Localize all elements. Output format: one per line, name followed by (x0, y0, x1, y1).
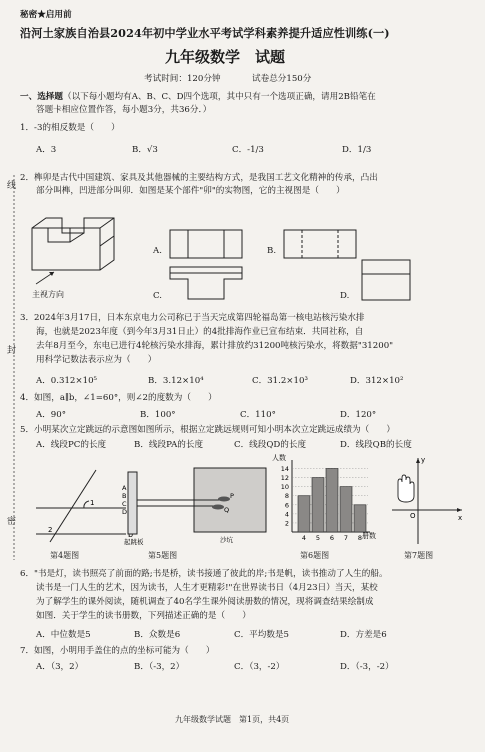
q6-option-b: B．众数是6 (134, 630, 181, 640)
fig6-caption: 第6题图 (300, 551, 330, 560)
view-direction-label: 主视方向 (32, 290, 64, 299)
fig6-ytick-label: 6 (284, 501, 289, 510)
q7-option-b: B．（-3，2） (134, 662, 185, 672)
fig6-bar (326, 469, 338, 532)
fig6-xtick-label: 7 (343, 534, 349, 542)
fig7-coordinate-hand (386, 452, 466, 550)
fig4-label-2: 2 (48, 526, 53, 534)
q3-option-d: D．312×10² (350, 376, 404, 386)
q7-option-a: A．（3，2） (36, 662, 84, 672)
section-1-note (20, 91, 376, 103)
q3-option-c: C．31.2×10³ (252, 376, 308, 386)
q2-option-c: C. (153, 291, 163, 301)
section-1-instruction-2: 答题卡相应位置作答，每小题3分，共36分．） (36, 105, 212, 115)
exam-time: 考试时间：120分钟 (144, 74, 221, 84)
fig5-label-p: P (230, 492, 234, 500)
binding-char-2: 封 (7, 346, 17, 356)
q1-option-b: B．√3 (132, 145, 158, 155)
binding-line (0, 0, 26, 748)
q4-option-b: B．100° (140, 410, 176, 420)
fig6-xtick-label: 8 (357, 534, 363, 542)
q2-option-a: A. (153, 246, 162, 256)
q5-option-b: B．线段PA的长度 (134, 440, 204, 450)
fig6-bar (298, 496, 310, 532)
q6-line-4: 如图．关于学生的读书册数，下列描述正确的是（ ） (36, 611, 251, 621)
fig6-ytick-label: 10 (280, 483, 289, 492)
fig6-ytick-label: 14 (280, 465, 289, 474)
q2-view-c (168, 265, 244, 303)
fig5-board-label: 起跳板 (124, 538, 144, 546)
q6-option-c: C．平均数是5 (234, 630, 290, 640)
q3-option-b: B．3.12×10⁴ (148, 376, 204, 386)
binding-char-1: 线 (7, 181, 17, 191)
q3-line-1: 3．2024年3月17日，日本东京电力公司称已于当天完成第四轮福岛第一核电站核污染水排 (20, 313, 365, 323)
q1-option-c: C．-1/3 (232, 145, 264, 155)
fig6-xtick-label: 4 (301, 534, 307, 542)
fig6-bar-chart (270, 452, 384, 550)
fig5-label-c: C (122, 500, 127, 508)
q5-stem: 5．小明某次立定跳远的示意图如图所示，根据立定跳远规则可知小明本次立定跳远成绩为（ ） (20, 425, 396, 435)
fig6-bar (312, 478, 324, 532)
q4-option-d: D．120° (340, 410, 377, 420)
fig5-label-b: B (122, 492, 127, 500)
fig7-label-x: x (458, 514, 463, 522)
q7-option-d: D．（-3，-2） (340, 662, 394, 672)
secret-label: 秘密★启用前 (20, 10, 72, 20)
mortise-3d-figure (24, 198, 136, 296)
fig7-label-o: O (410, 512, 416, 520)
fig5-caption: 第5题图 (148, 551, 178, 560)
q2-option-d: D. (340, 291, 350, 301)
fig6-xtick-label: 6 (329, 534, 335, 542)
fig6-ytick-label: 8 (284, 492, 289, 501)
q2-line-1: 2．榫卯是古代中国建筑、家具及其他器械的主要结构方式，是我国工艺文化精神的传承，凸出 (20, 173, 378, 183)
q3-line-3: 去年8月至今，东电已进行4轮核污染水排海，累计排放约31200吨核污染水，将数据"31200" (36, 341, 394, 351)
q1-option-d: D．1/3 (342, 145, 372, 155)
q2-line-2: 部分叫榫，凹进部分叫卯．如图是某个部件"卯"的实物图，它的主视图是（ ） (36, 186, 345, 196)
q2-option-b: B. (267, 246, 277, 256)
fig4-caption: 第4题图 (50, 551, 80, 560)
fig5-label-d: D (122, 508, 128, 516)
fig7-caption: 第7题图 (404, 551, 434, 560)
fig5-long-jump (120, 466, 270, 548)
fig6-ytick-label: 2 (284, 519, 289, 528)
q7-option-c: C．（3，-2） (234, 662, 285, 672)
fig4-label-1: 1 (90, 499, 95, 507)
fig6-bar (354, 505, 366, 532)
q3-line-4: 用科学记数法表示应为（ ） (36, 355, 157, 365)
hand-icon (398, 475, 414, 502)
fig6-ytick-label: 4 (284, 510, 289, 519)
q1-stem: 1．-3的相反数是（ ） (20, 123, 120, 133)
q6-option-d: D．方差是6 (340, 630, 387, 640)
exam-title: 沿河土家族自治县2024年初中学业水平考试学科素养提升适应性训练(一) (20, 26, 390, 40)
q6-line-1: 6．"书是灯，读书照亮了前面的路;书是桥，读书接通了彼此的岸;书是帆，读书推动了人生的船。 (20, 569, 388, 579)
q4-stem: 4．如图，a∥b，∠1=60°，则∠2的度数为（ ） (20, 393, 217, 403)
q2-view-a (168, 228, 244, 262)
fig6-bar (340, 487, 352, 532)
q6-option-a: A．中位数是5 (36, 630, 91, 640)
section-1-title: 一、选择题 (20, 92, 63, 102)
fig6-ylabel: 人数 (272, 454, 286, 462)
fig6-xlabel: 册数 (362, 532, 376, 540)
page-footer: 九年级数学试题 第1页，共4页 (175, 715, 290, 724)
binding-char-3: 密 (7, 517, 17, 527)
q3-line-2: 海，也就是2023年度（到今年3月31日止）的4批排海作业已宣布结束．共同社称，自 (36, 327, 364, 337)
fig5-label-q: Q (224, 506, 230, 514)
q5-option-d: D．线段QB的长度 (340, 440, 412, 450)
fig6-xtick-label: 5 (315, 534, 321, 542)
fig4-parallel-lines (26, 460, 134, 546)
q4-option-c: C．110° (240, 410, 276, 420)
section-1-instruction-1: （以下每小题均有A、B、C、D四个选项，其中只有一个选项正确，请用2B铅笔在 (62, 92, 376, 102)
total-score: 试卷总分150分 (252, 74, 312, 84)
q7-stem: 7．如图，小明用手盖住的点的坐标可能为（ ） (20, 646, 215, 656)
takeoff-board (128, 472, 137, 534)
q2-view-d (360, 258, 414, 304)
q5-option-a: A．线段PC的长度 (36, 440, 107, 450)
fig5-sand-label: 沙坑 (220, 536, 233, 544)
fig5-label-a: A (122, 484, 127, 492)
q1-option-a: A．3 (36, 145, 57, 155)
fig6-ytick-label: 12 (280, 474, 289, 483)
q5-option-c: C．线段QD的长度 (234, 440, 307, 450)
subject-title: 九年级数学 试题 (165, 48, 286, 66)
q6-line-2: 读书是一门人生的艺术，因为读书，人生才更精彩!"在世界读书日（4月23日）当天，某校 (36, 583, 378, 593)
fig7-label-y: y (421, 456, 426, 464)
q4-option-a: A．90° (36, 410, 67, 420)
binding-margin (0, 0, 26, 748)
q6-line-3: 为了解学生的课外阅读，随机调查了40名学生课外阅读册数的情况，现将调查结果绘制成 (36, 597, 374, 607)
q3-option-a: A．0.312×10⁵ (36, 376, 97, 386)
q2-view-b (282, 228, 358, 262)
